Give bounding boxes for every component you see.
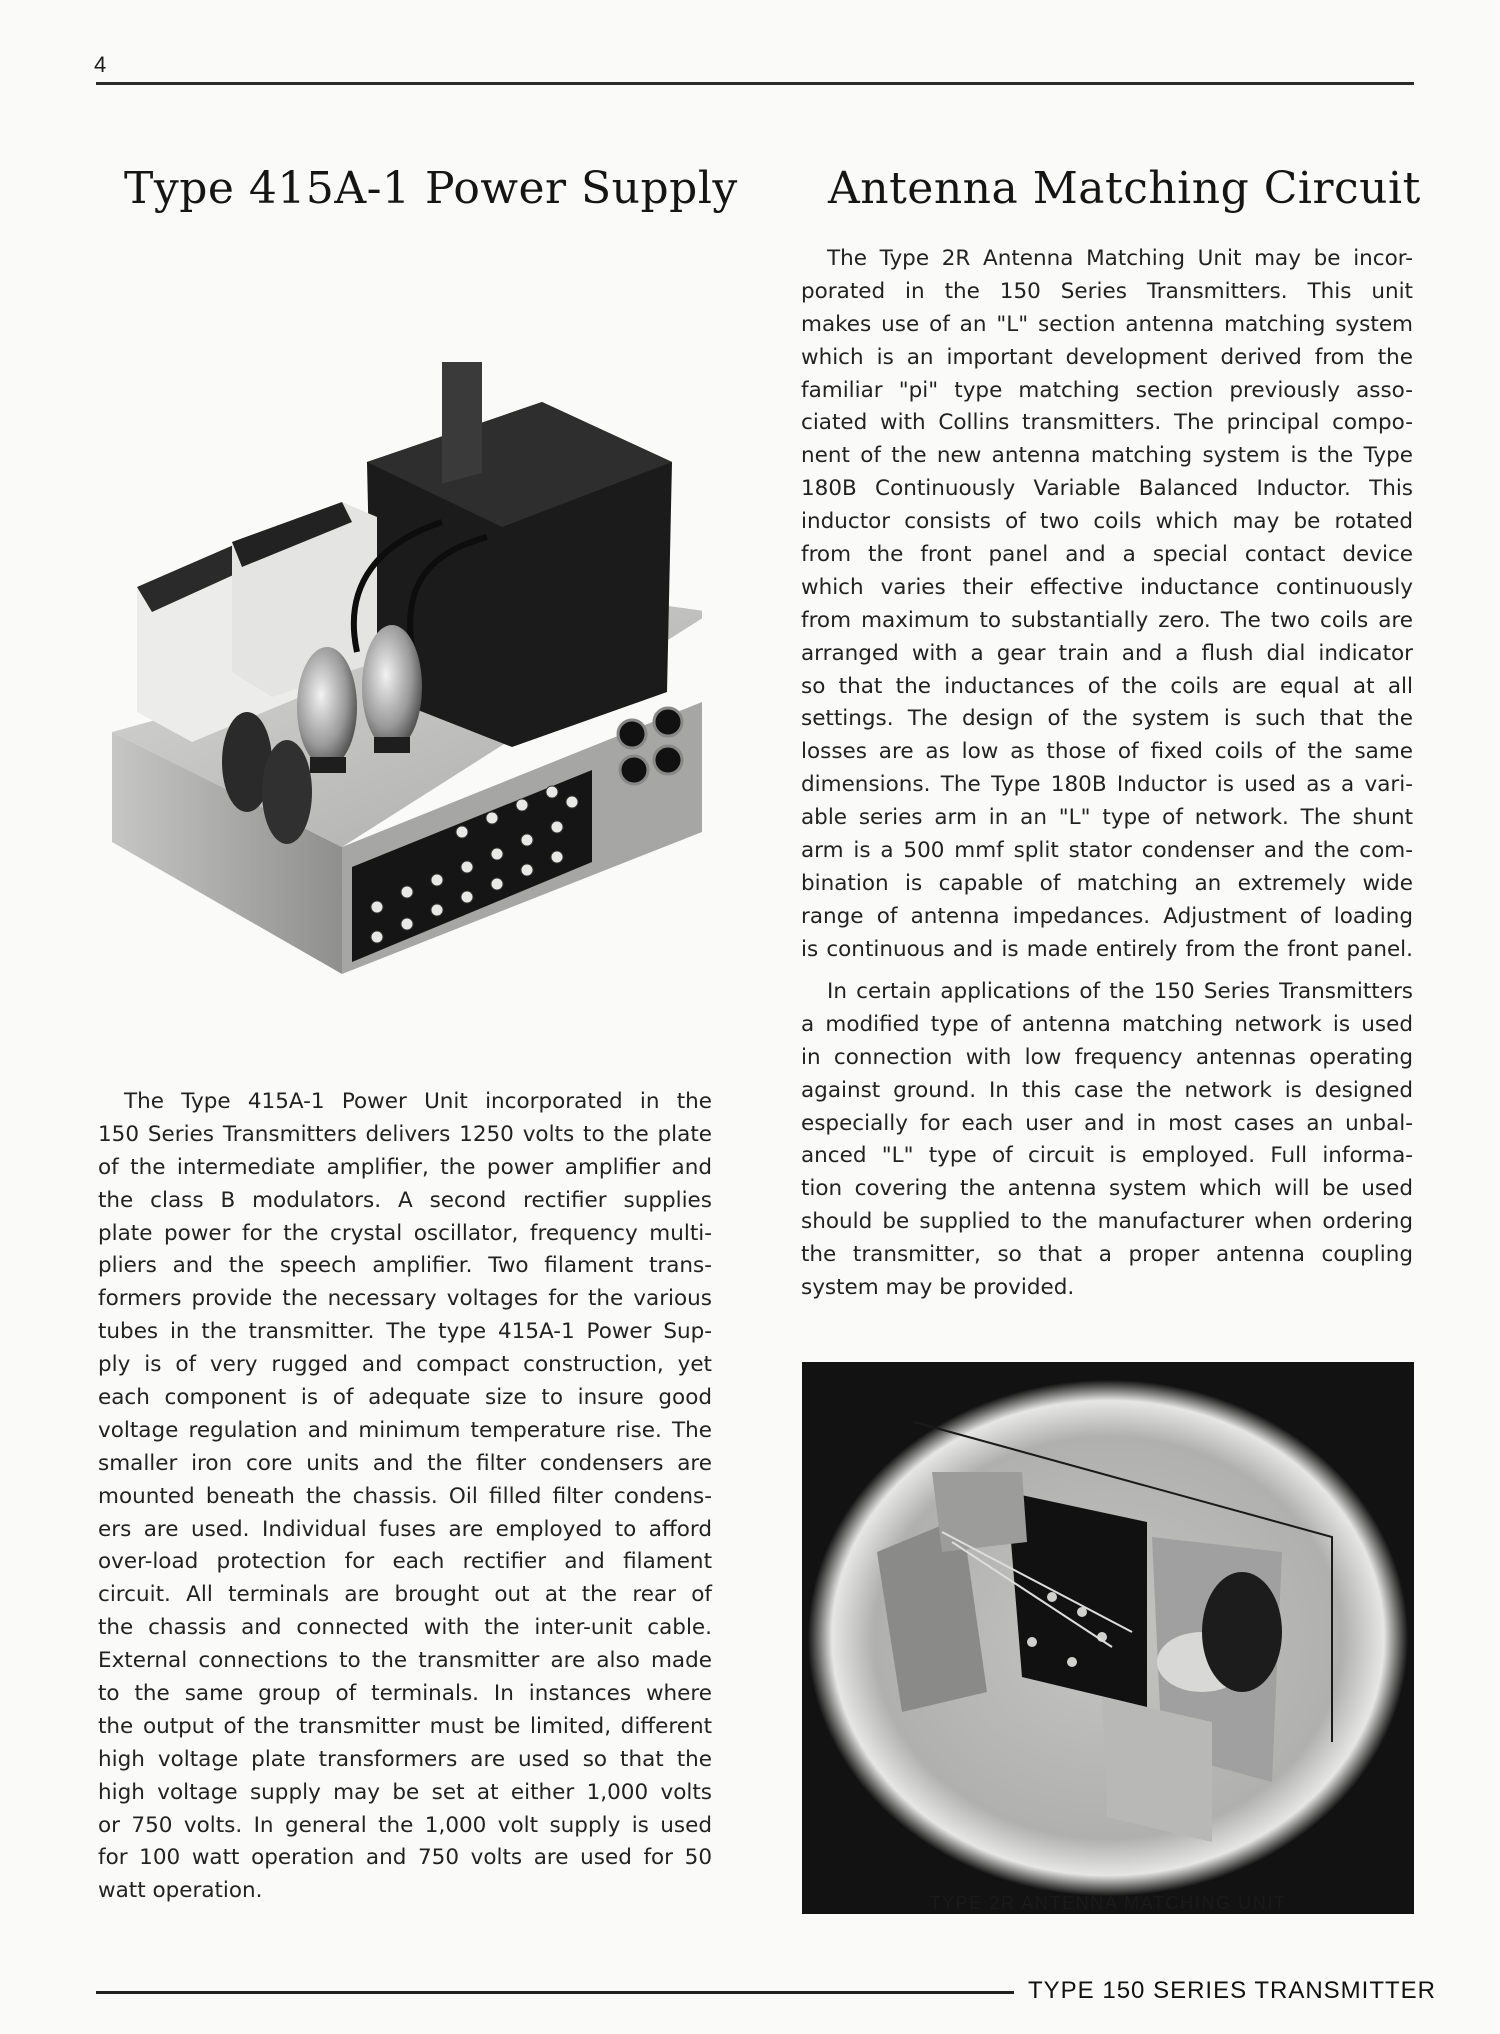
body-line: nent of the new antenna matching system is the Type bbox=[801, 443, 1413, 469]
body-line: from maximum to substantially zero. The two coils are bbox=[801, 607, 1413, 633]
antenna-matching-unit-photo bbox=[802, 1362, 1414, 1914]
body-line: The Type 415A-1 Power Unit incorporated in the bbox=[124, 1089, 712, 1114]
body-line: ers are used. Individual fuses are employed to afford bbox=[98, 1516, 712, 1542]
body-line: tubes in the transmitter. The type 415A-1 Power Sup- bbox=[98, 1319, 712, 1345]
body-line: the class B modulators. A second rectifier supplies bbox=[98, 1187, 712, 1213]
header-rule bbox=[96, 82, 1414, 85]
body-line: is continuous and is made entirely from the front panel. bbox=[801, 936, 1413, 962]
body-line: system may be provided. bbox=[801, 1275, 1075, 1301]
body-line: the chassis and connected with the inter-unit cable. bbox=[98, 1615, 712, 1641]
body-line: mounted beneath the chassis. Oil filled filter condens- bbox=[98, 1483, 712, 1509]
body-line: over-load protection for each rectifier and filament bbox=[98, 1549, 712, 1575]
body-line: for 100 watt operation and 750 volts are used for 50 bbox=[98, 1845, 712, 1871]
body-line: dimensions. The Type 180B Inductor is used as a vari- bbox=[801, 772, 1413, 798]
power-supply-body bbox=[98, 1086, 712, 1908]
body-line: plate power for the crystal oscillator, frequency multi- bbox=[98, 1220, 712, 1246]
body-line: the transmitter, so that a proper antenna coupling bbox=[801, 1242, 1413, 1268]
body-line: 180B Continuously Variable Balanced Inductor. This bbox=[801, 476, 1413, 502]
body-line: high voltage supply may be set at either 1,000 volts bbox=[98, 1779, 712, 1805]
body-line: bination is capable of matching an extremely wide bbox=[801, 870, 1413, 896]
body-line: circuit. All terminals are brought out at the rear of bbox=[98, 1582, 712, 1608]
body-line: arranged with a gear train and a flush dial indicator bbox=[801, 640, 1413, 666]
body-line: which is an important development derived from the bbox=[801, 344, 1413, 370]
body-line: watt operation. bbox=[98, 1878, 263, 1904]
body-line: a modified type of antenna matching network is used bbox=[801, 1011, 1413, 1037]
body-line: of the intermediate amplifier, the power amplifier and bbox=[98, 1154, 712, 1180]
footer-rule bbox=[96, 1991, 1014, 1994]
body-line: so that the inductances of the coils are equal at all bbox=[801, 673, 1413, 699]
body-line: to the same group of terminals. In instances where bbox=[98, 1681, 712, 1707]
body-line: tion covering the antenna system which will be used bbox=[801, 1176, 1413, 1202]
body-line: inductor consists of two coils which may be rotated bbox=[801, 509, 1413, 535]
body-line: high voltage plate transformers are used so that the bbox=[98, 1746, 712, 1772]
power-supply-chassis-image bbox=[112, 362, 702, 974]
body-line: smaller iron core units and the filter condensers are bbox=[98, 1450, 712, 1476]
body-line: formers provide the necessary voltages for the various bbox=[98, 1286, 712, 1312]
body-line: in connection with low frequency antennas operating bbox=[801, 1044, 1413, 1070]
body-line: The Type 2R Antenna Matching Unit may be incor- bbox=[827, 246, 1413, 271]
body-line: range of antenna impedances. Adjustment of loading bbox=[801, 903, 1413, 929]
footer-title: TYPE 150 SERIES TRANSMITTER bbox=[1028, 1977, 1436, 2004]
antenna-paragraph-1 bbox=[801, 243, 1413, 967]
body-line: or 750 volts. In general the 1,000 volt supply is used bbox=[98, 1812, 712, 1838]
body-line: familiar "pi" type matching section previously asso- bbox=[801, 377, 1413, 403]
body-line: makes use of an "L" section antenna matching system bbox=[801, 311, 1413, 337]
body-line: External connections to the transmitter are also made bbox=[98, 1648, 712, 1674]
power-supply-photo bbox=[112, 362, 702, 974]
antenna-matching-heading: Antenna Matching Circuit bbox=[828, 163, 1421, 214]
photo-caption: TYPE 2R ANTENNA MATCHING UNIT bbox=[929, 1893, 1287, 1913]
body-line: voltage regulation and minimum temperature rise. The bbox=[98, 1417, 712, 1443]
power-supply-heading: Type 415A-1 Power Supply bbox=[124, 163, 738, 214]
body-line: losses are as low as those of fixed coils of the same bbox=[801, 739, 1413, 765]
body-line: the output of the transmitter must be limited, different bbox=[98, 1713, 712, 1739]
body-line: against ground. In this case the network is designed bbox=[801, 1077, 1413, 1103]
body-line: ply is of very rugged and compact construction, yet bbox=[98, 1352, 712, 1378]
page-number: 4 bbox=[94, 52, 107, 77]
body-line: In certain applications of the 150 Series Transmitters bbox=[827, 979, 1413, 1004]
body-line: settings. The design of the system is such that the bbox=[801, 706, 1413, 732]
body-line: pliers and the speech amplifier. Two filament trans- bbox=[98, 1253, 712, 1279]
antenna-paragraph-2 bbox=[801, 976, 1413, 1305]
antenna-matching-unit-image bbox=[802, 1362, 1414, 1914]
body-line: 150 Series Transmitters delivers 1250 volts to the plate bbox=[98, 1121, 712, 1147]
body-line: especially for each user and in most cases an unbal- bbox=[801, 1110, 1413, 1136]
body-line: which varies their effective inductance continuously bbox=[801, 574, 1413, 600]
body-line: arm is a 500 mmf split stator condenser and the com- bbox=[801, 838, 1413, 864]
body-line: from the front panel and a special contact device bbox=[801, 542, 1413, 568]
body-line: porated in the 150 Series Transmitters. This unit bbox=[801, 278, 1413, 304]
body-line: each component is of adequate size to insure good bbox=[98, 1385, 712, 1411]
body-line: should be supplied to the manufacturer when ordering bbox=[801, 1209, 1413, 1235]
body-line: anced "L" type of circuit is employed. Full informa- bbox=[801, 1143, 1413, 1169]
body-line: able series arm in an "L" type of network. The shunt bbox=[801, 805, 1413, 831]
body-line: ciated with Collins transmitters. The principal compo- bbox=[801, 410, 1413, 436]
